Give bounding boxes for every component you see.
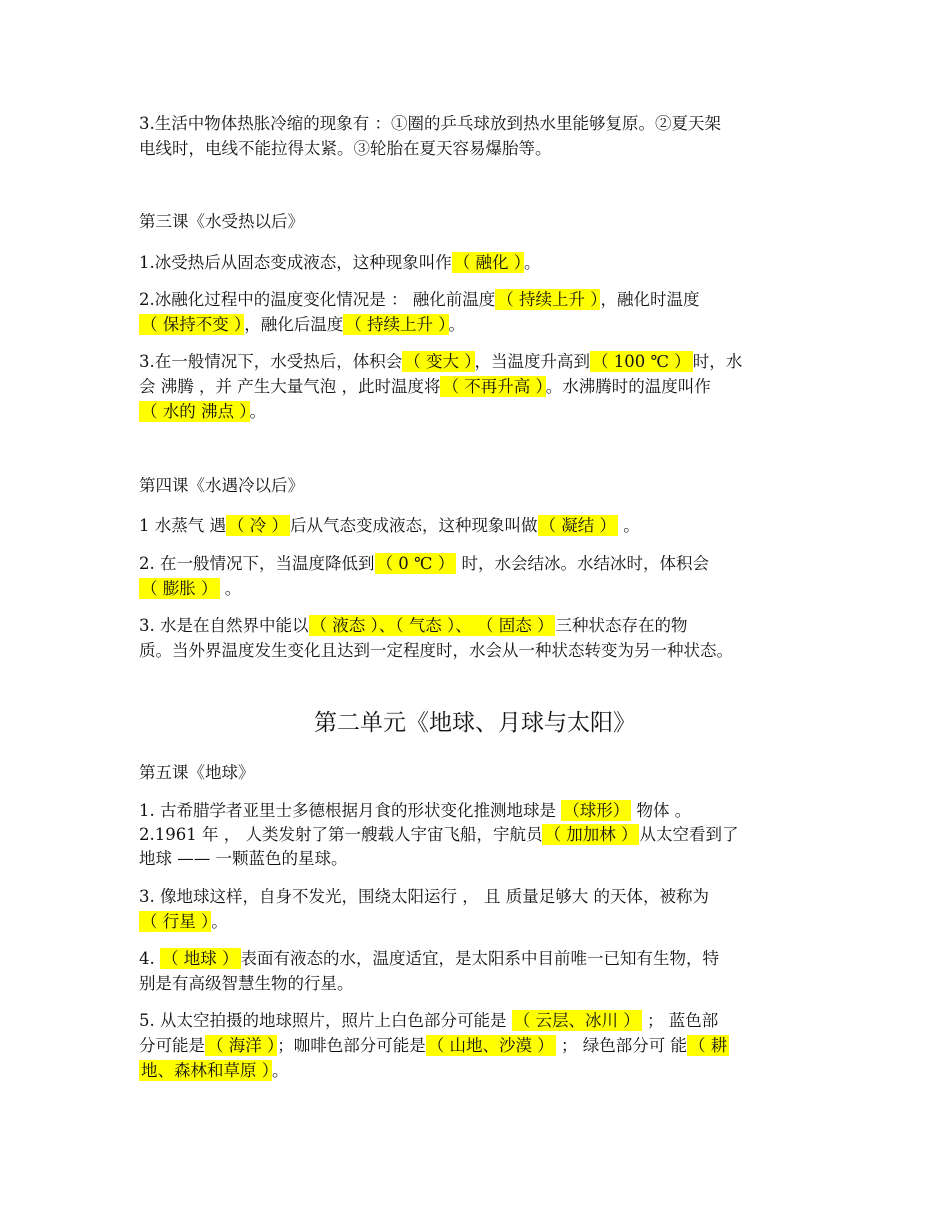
text: 分可能是: [139, 1036, 205, 1055]
text: ； 蓝色部: [641, 1011, 719, 1030]
lesson-3-q3-cont2: [139, 399, 815, 424]
text: 表面有液态的水，温度适宜，是太阳系中目前唯一已知有生物，特: [240, 949, 719, 968]
lesson-3-title: [139, 209, 815, 234]
text: 质。当外界温度发生变化且达到一定程度时，水会从一种状态转变为另一种状态。: [139, 641, 733, 660]
text: 5. 从太空拍摄的地球照片，照片上白色部分可能是: [139, 1011, 512, 1030]
answer-highlight: （ 持续上升 ）: [497, 290, 599, 309]
text: 。: [618, 516, 640, 535]
text: 电线时，电线不能拉得太紧。③轮胎在夏天容易爆胎等。: [139, 139, 552, 158]
lesson-4-q3: [139, 613, 815, 638]
text: 。: [249, 402, 266, 421]
text: ； 绿色部分可 能: [555, 1036, 687, 1055]
answer-highlight: （ 行星 ）: [141, 912, 210, 931]
text: 。: [272, 1061, 289, 1080]
lesson-4-q2-cont: [139, 576, 815, 601]
text: 第四课《水遇冷以后》: [139, 476, 304, 495]
lesson-5-q1: [139, 798, 815, 823]
text: 3. 像地球这样，自身不发光，围绕太阳运行 ， 且 质量足够大 的天体，被称为: [139, 887, 709, 906]
text: 2.冰融化过程中的温度变化情况是 ： 融化前温度: [139, 290, 496, 309]
answer-highlight: （ 山地、沙漠 ）: [427, 1036, 554, 1055]
text: 3. 水是在自然界中能以: [139, 616, 309, 635]
lesson-3-q3-cont: [139, 374, 815, 399]
lesson-4-q2: [139, 551, 815, 576]
text: 2.1961 年 ， 人类发射了第一艘载人宇宙飞船，宇航员: [139, 825, 543, 844]
text: ；咖啡色部分可能是: [277, 1036, 426, 1055]
answer-highlight: （ 不再升高 ）: [442, 377, 544, 396]
answer-highlight: （ 融化 ）: [453, 253, 522, 272]
answer-highlight: （ 耕: [689, 1036, 728, 1055]
answer-highlight: （ 0 ℃ ）: [376, 554, 455, 573]
text: 时，水: [692, 352, 743, 371]
answer-highlight: （ 液态 ）、（ 气态 ）、 （ 固态 ）: [310, 616, 554, 635]
lesson-5-q4-cont: [139, 971, 815, 996]
lesson-5-q3-cont: [139, 909, 815, 934]
text: 1. 古希腊学者亚里士多德根据月食的形状变化推测地球是: [139, 801, 562, 820]
paragraph-thermal-expansion-cont: [139, 136, 815, 161]
text: 后从气态变成液态，这种现象叫做: [290, 516, 538, 535]
text: 1 水蒸气 遇: [139, 516, 226, 535]
text: 别是有高级智慧生物的行星。: [139, 974, 354, 993]
lesson-3-q2-cont: [139, 312, 815, 337]
answer-highlight: （ 水的 沸点 ）: [141, 402, 248, 421]
text: 第五课《地球》: [139, 763, 255, 782]
lesson-3-q1: [139, 250, 815, 275]
text: 第三课《水受热以后》: [139, 212, 304, 231]
answer-highlight: （球形）: [563, 801, 630, 820]
lesson-4-q3-cont: [139, 638, 815, 663]
text: 。水沸腾时的温度叫作: [545, 377, 711, 396]
lesson-5-q3: [139, 884, 815, 909]
text: ，融化时温度: [600, 290, 700, 309]
text: 会 沸腾 ，并 产生大量气泡 ，此时温度将: [139, 377, 441, 396]
lesson-5-q2: [139, 822, 815, 847]
lesson-5-q5: [139, 1008, 815, 1033]
text: 。: [219, 579, 242, 598]
text: 。: [524, 253, 541, 272]
text: 4.: [139, 949, 160, 968]
answer-highlight: （ 凝结 ）: [539, 516, 616, 535]
answer-highlight: （ 冷 ）: [228, 516, 288, 535]
unit-2-heading: 第二单元《地球、月球与太阳》: [314, 710, 636, 736]
text: 物体 。: [631, 801, 692, 820]
text: 。: [211, 912, 228, 931]
answer-highlight: （ 膨胀 ）: [141, 579, 218, 598]
text: 时，水会结冰。水结冰时，体积会: [456, 554, 709, 573]
text: 地球 —— 一颗蓝色的星球。: [139, 849, 348, 868]
answer-highlight: （ 持续上升 ）: [345, 315, 447, 334]
lesson-4-q1: [139, 513, 815, 538]
lesson-5-q4: [139, 946, 815, 971]
lesson-3-q2: [139, 287, 815, 312]
text: 3.生活中物体热胀冷缩的现象有 ：①圈的乒乓球放到热水里能够复原。②夏天架: [139, 114, 721, 133]
text: 。: [448, 315, 465, 334]
lesson-5-q5-cont: [139, 1033, 815, 1058]
lesson-5-q5-cont2: [139, 1058, 815, 1083]
lesson-5-title: [139, 760, 815, 785]
text: 从太空看到了: [639, 825, 739, 844]
answer-highlight: （ 100 ℃ ）: [592, 352, 691, 371]
text: 1.冰受热后从固态变成液态，这种现象叫作: [139, 253, 452, 272]
answer-highlight: （ 海洋 ）: [207, 1036, 276, 1055]
paragraph-thermal-expansion: [139, 111, 815, 136]
lesson-4-title: [139, 473, 815, 498]
text: 3.在一般情况下，水受热后，体积会: [139, 352, 403, 371]
answer-highlight: （ 地球 ）: [162, 949, 239, 968]
answer-highlight: 地、森林和草原 ）: [141, 1061, 270, 1080]
text: ，当温度升高到: [474, 352, 590, 371]
lesson-5-q2-cont: [139, 846, 815, 871]
text: ，融化后温度: [244, 315, 344, 334]
answer-highlight: （ 云层、冰川 ）: [513, 1011, 640, 1030]
lesson-3-q3: [139, 349, 815, 374]
answer-highlight: （ 保持不变 ）: [141, 315, 243, 334]
text: 2. 在一般情况下，当温度降低到: [139, 554, 375, 573]
answer-highlight: （ 加加林 ）: [544, 825, 638, 844]
answer-highlight: （ 变大 ）: [404, 352, 473, 371]
text: 三种状态存在的物: [555, 616, 688, 635]
